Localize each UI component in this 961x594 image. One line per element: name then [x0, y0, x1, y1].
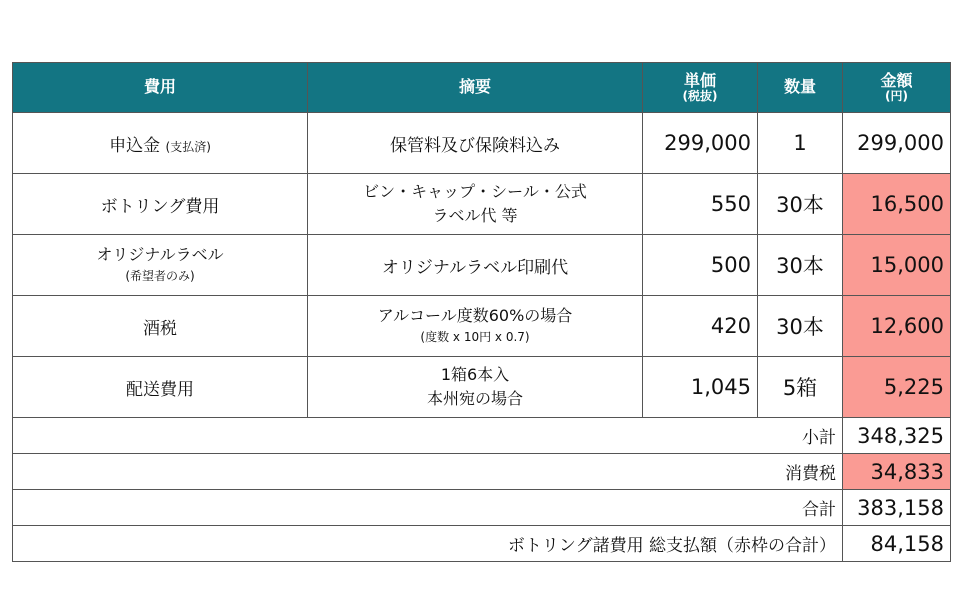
header-description: 摘要 — [308, 63, 643, 113]
row-unit-price: 500 — [643, 235, 758, 296]
table-row — [13, 174, 951, 235]
subtotal-row — [13, 418, 951, 454]
header-amount: 金額 (円) — [843, 63, 951, 113]
row-amount: 299,000 — [843, 113, 951, 174]
row-amount: 15,000 — [843, 235, 951, 296]
cost-table — [12, 62, 951, 562]
header-quantity: 数量 — [758, 63, 843, 113]
row-item: ボトリング費用 — [13, 174, 308, 235]
row-item: 配送費用 — [13, 357, 308, 418]
subtotal-label: 小計 — [13, 418, 843, 454]
total-label: 合計 — [13, 490, 843, 526]
tax-row — [13, 454, 951, 490]
row-unit-price: 420 — [643, 296, 758, 357]
row-quantity: 1 — [758, 113, 843, 174]
row-item: 申込金 (支払済) — [13, 113, 308, 174]
table-row — [13, 296, 951, 357]
row-description: 1箱6本入 本州宛の場合 — [308, 357, 643, 418]
row-quantity: 30本 — [758, 235, 843, 296]
row-unit-price: 299,000 — [643, 113, 758, 174]
row-quantity: 5箱 — [758, 357, 843, 418]
row-description: アルコール度数60%の場合 (度数 x 10円 x 0.7) — [308, 296, 643, 357]
tax-value: 34,833 — [843, 454, 951, 490]
row-item: 酒税 — [13, 296, 308, 357]
row-quantity: 30本 — [758, 174, 843, 235]
table-row — [13, 113, 951, 174]
row-quantity: 30本 — [758, 296, 843, 357]
bottling-total-value: 84,158 — [843, 526, 951, 562]
total-value: 383,158 — [843, 490, 951, 526]
table-row — [13, 357, 951, 418]
total-row — [13, 490, 951, 526]
row-item: オリジナルラベル (希望者のみ) — [13, 235, 308, 296]
header-unit-price: 単価 (税抜) — [643, 63, 758, 113]
bottling-total-label: ボトリング諸費用 総支払額（赤枠の合計） — [13, 526, 843, 562]
row-description: オリジナルラベル印刷代 — [308, 235, 643, 296]
row-amount: 5,225 — [843, 357, 951, 418]
header-cost: 費用 — [13, 63, 308, 113]
row-unit-price: 550 — [643, 174, 758, 235]
table-row — [13, 235, 951, 296]
row-description: 保管料及び保険料込み — [308, 113, 643, 174]
bottling-total-row — [13, 526, 951, 562]
row-unit-price: 1,045 — [643, 357, 758, 418]
tax-label: 消費税 — [13, 454, 843, 490]
subtotal-value: 348,325 — [843, 418, 951, 454]
row-amount: 16,500 — [843, 174, 951, 235]
row-amount: 12,600 — [843, 296, 951, 357]
header-row — [13, 63, 951, 113]
row-description: ビン・キャップ・シール・公式 ラベル代 等 — [308, 174, 643, 235]
